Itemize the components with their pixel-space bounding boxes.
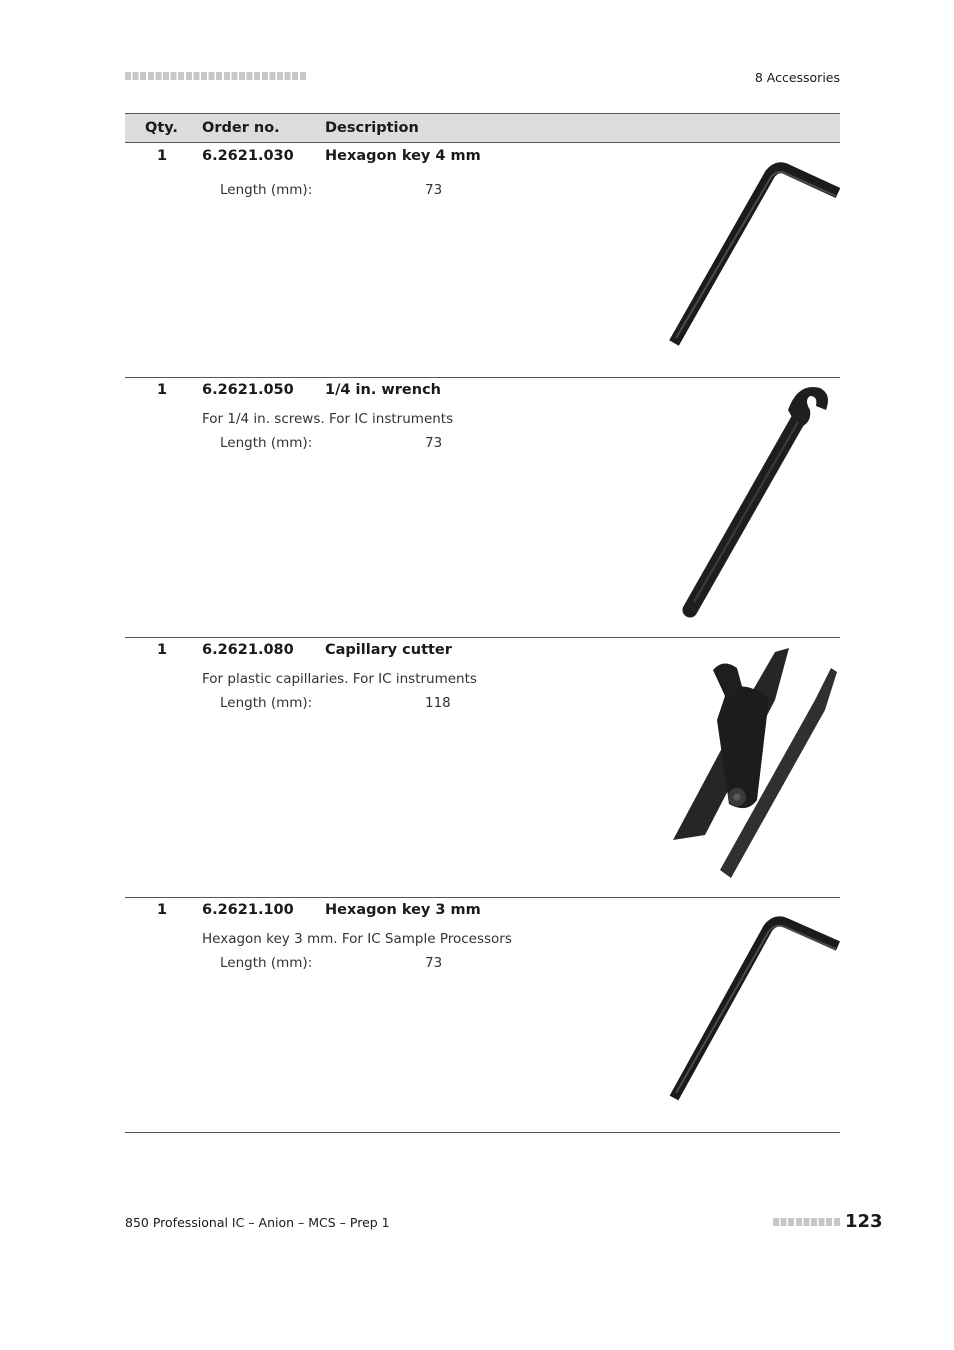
page-number: 123 (845, 1211, 883, 1232)
row-title: 1/4 in. wrench (325, 382, 441, 398)
wrench-image (670, 380, 840, 625)
header-decoration (125, 72, 307, 80)
row-order-no: 6.2621.030 (202, 148, 294, 164)
row-divider (125, 1132, 840, 1133)
row-order-no: 6.2621.100 (202, 902, 294, 918)
row-description: For 1/4 in. screws. For IC instruments (202, 411, 454, 427)
row-property-label: Length (mm): (220, 695, 313, 711)
row-property-label: Length (mm): (220, 182, 313, 198)
row-qty: 1 (157, 642, 168, 658)
row-property-value: 118 (425, 695, 451, 711)
row-description: Hexagon key 3 mm. For IC Sample Processors (202, 931, 512, 947)
document-title: 850 Professional IC – Anion – MCS – Prep 1 (125, 1215, 390, 1230)
footer-decoration (773, 1218, 840, 1226)
row-title: Hexagon key 3 mm (325, 902, 481, 918)
hexagon-key-4mm-image (660, 158, 845, 353)
row-qty: 1 (157, 148, 168, 164)
row-title: Hexagon key 4 mm (325, 148, 481, 164)
row-order-no: 6.2621.080 (202, 642, 294, 658)
row-qty: 1 (157, 382, 168, 398)
row-qty: 1 (157, 902, 168, 918)
row-property-value: 73 (425, 435, 443, 451)
row-order-no: 6.2621.050 (202, 382, 294, 398)
column-description: Description (325, 120, 419, 136)
column-order-no: Order no. (202, 120, 280, 136)
hexagon-key-3mm-image (660, 912, 845, 1107)
row-description: For plastic capillaries. For IC instruments (202, 671, 477, 687)
row-property-label: Length (mm): (220, 955, 313, 971)
row-divider (125, 897, 840, 898)
capillary-cutter-image (665, 640, 845, 885)
row-property-label: Length (mm): (220, 435, 313, 451)
column-qty: Qty. (145, 120, 178, 136)
row-property-value: 73 (425, 955, 443, 971)
table-header (125, 113, 840, 143)
row-property-value: 73 (425, 182, 443, 198)
row-title: Capillary cutter (325, 642, 452, 658)
row-divider (125, 377, 840, 378)
chapter-title: 8 Accessories (754, 70, 840, 85)
row-divider (125, 637, 840, 638)
